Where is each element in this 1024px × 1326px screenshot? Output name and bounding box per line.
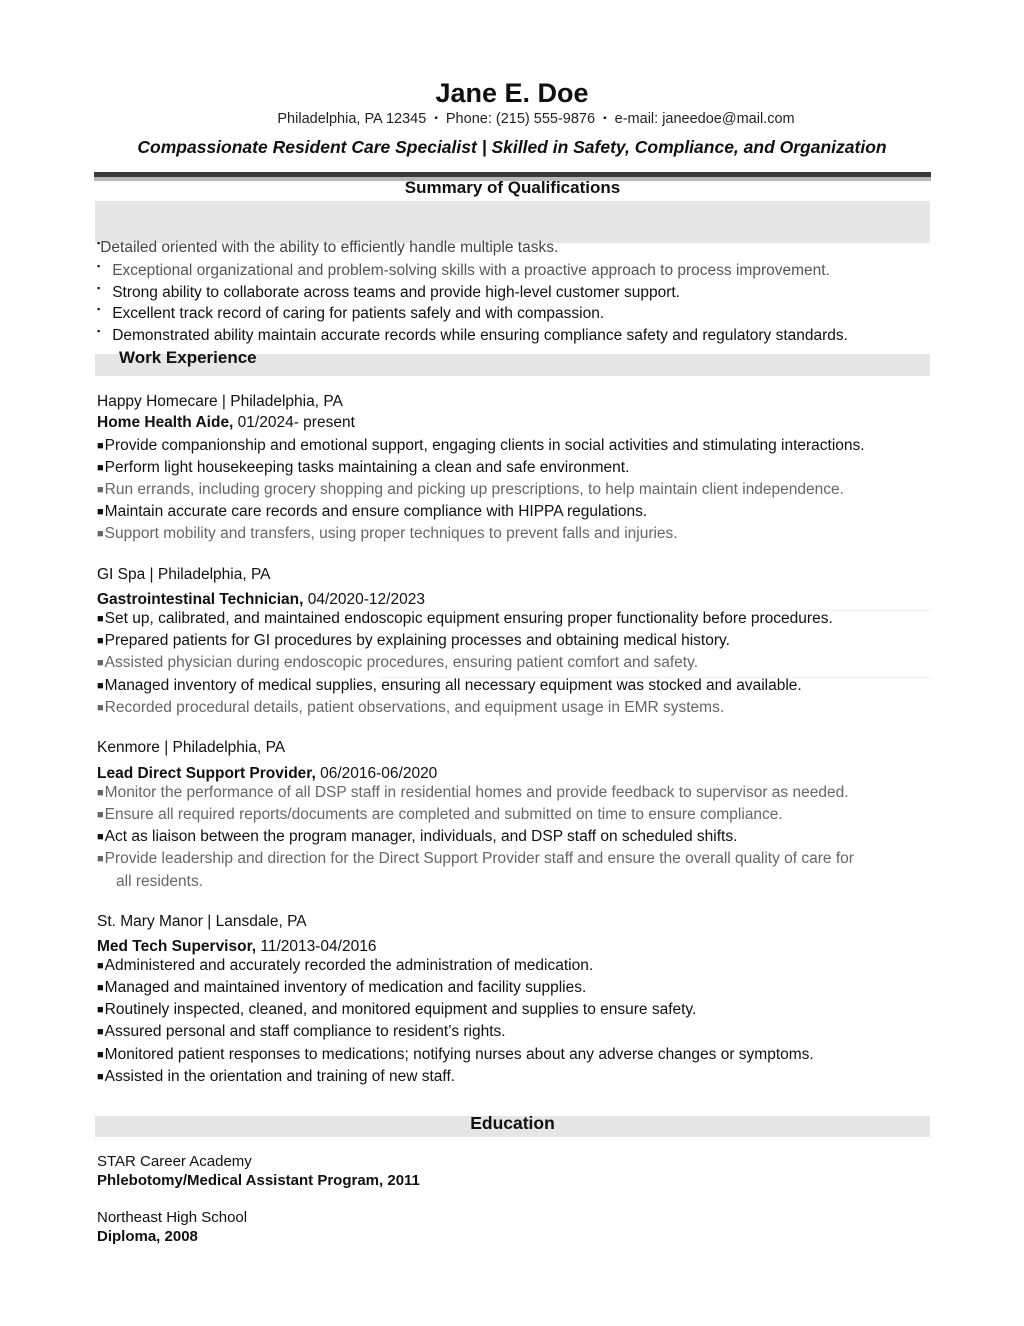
bullet-icon: ■: [97, 1004, 104, 1016]
bullet-icon: ■: [97, 462, 104, 474]
job-role: [97, 765, 437, 783]
tagline: Compassionate Resident Care Specialist | Skilled in Safety, Compliance, and Organization: [137, 137, 887, 157]
education-school: Northeast High School: [97, 1209, 248, 1226]
summary-item: [97, 284, 680, 302]
bullet-icon: ■: [97, 1071, 104, 1083]
education-heading: Education: [470, 1113, 555, 1133]
job-bullet-text: Act as liaison between the program manager, individuals, and DSP staff on scheduled shifts.: [104, 828, 738, 845]
job-role: [97, 591, 425, 609]
job-bullet-text: Assisted physician during endoscopic procedures, ensuring patient comfort and safety.: [104, 654, 699, 671]
job-bullet-item: [97, 677, 802, 695]
job-bullet-text: Monitor the performance of all DSP staff in residential homes and provide feedback to supervisor as needed.: [104, 784, 849, 801]
job-bullet-item: [97, 525, 678, 543]
bullet-icon: ■: [97, 528, 104, 540]
bullet-icon: ■: [97, 440, 104, 452]
summary-item-text: Detailed oriented with the ability to efficiently handle multiple tasks.: [100, 239, 559, 256]
summary-item-text: Excellent track record of caring for patients safely and with compassion.: [112, 305, 605, 322]
bullet-icon: ▪: [97, 238, 101, 248]
bullet-icon: ■: [97, 657, 104, 669]
job-bullet-text: Provide leadership and direction for the Direct Support Provider staff and ensure the overall quality of care for: [104, 850, 854, 867]
job-bullet-item: [97, 979, 586, 997]
summary-heading: Summary of Qualifications: [404, 178, 621, 197]
job-dates: 04/2020-12/2023: [303, 591, 425, 608]
job-bullet-item: [97, 957, 593, 975]
employer-line: GI Spa | Philadelphia, PA: [97, 566, 271, 583]
job-bullet-item: [97, 437, 865, 455]
summary-item: [97, 305, 604, 323]
job-dates: 01/2024- present: [233, 414, 355, 431]
job-bullet-text: Managed inventory of medical supplies, ensuring all necessary equipment was stocked and available.: [104, 677, 802, 694]
job-bullet-text: Recorded procedural details, patient observations, and equipment usage in EMR systems.: [104, 699, 725, 716]
job-bullet-text: Provide companionship and emotional support, engaging clients in social activities and stimulating interactions.: [104, 437, 865, 454]
job-bullet-text: Perform light housekeeping tasks maintaining a clean and safe environment.: [104, 459, 630, 476]
job-bullet-text: Managed and maintained inventory of medication and facility supplies.: [104, 979, 587, 996]
summary-item: [97, 239, 558, 257]
summary-item: [97, 262, 830, 280]
job-bullet-item: [97, 806, 783, 824]
contact-phone: Phone: (215) 555-9876: [445, 111, 596, 127]
job-bullet-item: [97, 1068, 455, 1086]
bullet-icon: ■: [97, 831, 104, 843]
education-program: Diploma, 2008: [97, 1228, 198, 1245]
bullet-icon: ■: [97, 809, 104, 821]
job-bullet-text: Maintain accurate care records and ensure compliance with HIPPA regulations.: [104, 503, 648, 520]
job-bullet-text: Prepared patients for GI procedures by explaining processes and obtaining medical history.: [104, 632, 730, 649]
contact-email: e-mail: janeedoe@mail.com: [614, 111, 795, 127]
job-bullet-item: [97, 1046, 814, 1064]
summary-item: [97, 327, 848, 345]
job-bullet-item: [97, 784, 849, 802]
job-role: [97, 414, 355, 432]
bullet-icon: ▪: [97, 326, 101, 336]
bullet-icon: ■: [97, 702, 104, 714]
job-bullet-item: [97, 503, 647, 521]
job-bullet-text: Run errands, including grocery shopping and picking up prescriptions, to help maintain client independence.: [104, 481, 844, 498]
job-role: [97, 938, 376, 956]
job-bullet-text: Monitored patient responses to medications; notifying nurses about any adverse changes or symptoms.: [104, 1046, 814, 1063]
job-title: Lead Direct Support Provider,: [97, 765, 316, 782]
job-bullet-item: [97, 610, 833, 628]
job-dates: 06/2016-06/2020: [315, 765, 438, 782]
job-title: Gastrointestinal Technician,: [97, 591, 304, 608]
job-bullet-text: Set up, calibrated, and maintained endoscopic equipment ensuring proper functionality before procedures.: [104, 610, 833, 627]
bullet-icon: ■: [97, 680, 104, 692]
bullet-icon: ■: [97, 1049, 104, 1061]
education-program: Phlebotomy/Medical Assistant Program, 2011: [97, 1172, 420, 1189]
job-bullet-text: Assisted in the orientation and training of new staff.: [104, 1068, 456, 1085]
summary-background: [95, 201, 930, 243]
separator-icon: ▪: [603, 113, 607, 124]
employer-line: Kenmore | Philadelphia, PA: [97, 739, 286, 756]
bullet-icon: ■: [97, 1026, 104, 1038]
job-title: Med Tech Supervisor,: [97, 938, 257, 955]
job-title: Home Health Aide,: [97, 414, 234, 431]
work-heading: Work Experience: [119, 348, 257, 367]
summary-item-text: Strong ability to collaborate across teams and provide high-level customer support.: [112, 284, 680, 301]
job-bullet-item: [97, 828, 737, 846]
job-bullet-item: [97, 699, 724, 717]
job-bullet-text: Administered and accurately recorded the administration of medication.: [104, 957, 594, 974]
education-school: STAR Career Academy: [97, 1153, 252, 1170]
bullet-icon: ■: [97, 506, 104, 518]
bullet-icon: ■: [97, 853, 104, 865]
job-bullet-item: [97, 654, 698, 672]
job-bullet-text: Routinely inspected, cleaned, and monitored equipment and supplies to ensure safety.: [104, 1001, 697, 1018]
bullet-icon: ■: [97, 613, 104, 625]
bullet-icon: ▪: [97, 261, 101, 271]
resume-name: Jane E. Doe: [435, 78, 589, 108]
bullet-icon: ▪: [97, 283, 101, 293]
job-bullet-item: [97, 1023, 506, 1041]
job-bullet-item: [97, 481, 844, 499]
summary-item-text: Demonstrated ability maintain accurate records while ensuring compliance safety and regulatory standards.: [112, 327, 848, 344]
bullet-icon: ■: [97, 982, 104, 994]
job-bullet-text: Ensure all required reports/documents are completed and submitted on time to ensure compliance.: [104, 806, 783, 823]
bullet-icon: ■: [97, 484, 104, 496]
employer-line: Happy Homecare | Philadelphia, PA: [97, 393, 343, 410]
summary-item-text: Exceptional organizational and problem-solving skills with a proactive approach to process improvement.: [112, 262, 830, 279]
job-bullet-continuation: all residents.: [116, 873, 204, 890]
contact-line: [0, 111, 1024, 127]
separator-icon: ▪: [434, 113, 438, 124]
job-bullet-item: [97, 850, 854, 868]
job-dates: 11/2013-04/2016: [256, 938, 377, 955]
job-bullet-item: [97, 1001, 696, 1019]
job-bullet-item: [97, 459, 629, 477]
job-bullet-text: Assured personal and staff compliance to resident’s rights.: [104, 1023, 506, 1040]
job-bullet-item: [97, 632, 730, 650]
bullet-icon: ■: [97, 787, 104, 799]
bullet-icon: ■: [97, 960, 104, 972]
job-bullet-text: Support mobility and transfers, using proper techniques to prevent falls and injuries.: [104, 525, 678, 542]
bullet-icon: ■: [97, 635, 104, 647]
contact-location: Philadelphia, PA 12345: [277, 111, 427, 127]
employer-line: St. Mary Manor | Lansdale, PA: [97, 913, 307, 930]
bullet-icon: ▪: [97, 304, 101, 314]
